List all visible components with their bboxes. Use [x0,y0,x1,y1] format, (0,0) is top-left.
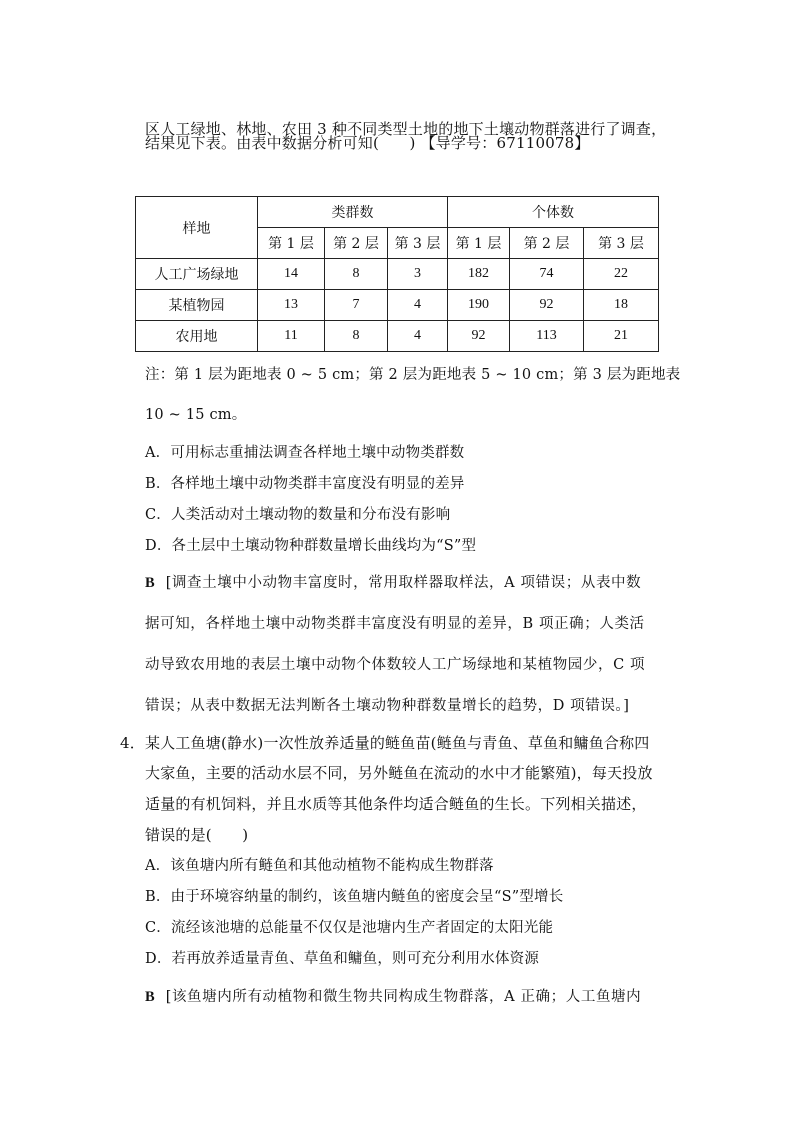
survey-table [135,196,659,352]
q4-stem-line-2: 大家鱼，主要的活动水层不同，另外鲢鱼在流动的水中才能繁殖)，每天投放 [145,764,653,782]
q4-stem-line-4: 错误的是( ) [145,826,249,844]
header-layer: 第 2 层 [325,228,388,259]
table-cell: 8 [325,259,388,290]
intro-line-1: 区人工绿地、林地、农田 3 种不同类型土地的地下土壤动物群落进行了调查， [145,120,667,138]
q3-answer-key: B [145,575,156,591]
table-cell: 21 [584,321,659,352]
q4-stem-line-1: 4．某人工鱼塘(静水)一次性放养适量的鲢鱼苗(鲢鱼与青鱼、草鱼和鳙鱼合称四 [120,734,650,752]
table-cell: 8 [325,321,388,352]
table-cell: 13 [258,290,325,321]
row-site: 某植物园 [136,290,258,321]
q3-answer-line-1 [145,571,641,592]
table-cell: 113 [510,321,584,352]
table-note-line-2: 10 ~ 15 cm。 [145,407,247,423]
q4-option-c: C．流经该池塘的总能量不仅仅是池塘内生产者固定的太阳光能 [145,920,554,936]
q4-stem-line-3: 适量的有机饲料，并且水质等其他条件均适合鲢鱼的生长。下列相关描述， [145,795,647,813]
q4-answer-key: B [145,989,156,1005]
table-cell: 18 [584,290,659,321]
header-layer: 第 3 层 [584,228,659,259]
q4-answer-text: [该鱼塘内所有动植物和微生物共同构成生物群落，A 正确；人工鱼塘内 [165,989,642,1005]
table-cell: 3 [388,259,448,290]
q3-answer-text: [调查土壤中小动物丰富度时，常用取样器取样法，A 项错误；从表中数 [165,575,642,591]
q4-answer-line-1 [145,985,641,1006]
q4-option-b: B．由于环境容纳量的制约，该鱼塘内鲢鱼的密度会呈“S”型增长 [145,889,564,905]
table-cell: 182 [448,259,510,290]
table-row [136,321,659,352]
table-cell: 74 [510,259,584,290]
table-cell: 4 [388,290,448,321]
header-site: 样地 [136,197,258,259]
q3-option-b: B．各样地土壤中动物类群丰富度没有明显的差异 [145,476,465,492]
header-layer: 第 1 层 [448,228,510,259]
table-cell: 14 [258,259,325,290]
q4-option-d: D．若再放养适量青鱼、草鱼和鳙鱼，则可充分利用水体资源 [145,951,540,967]
row-site: 农用地 [136,321,258,352]
table-row [136,290,659,321]
table-cell: 7 [325,290,388,321]
header-group-types: 类群数 [258,197,448,228]
q4-option-a: A．该鱼塘内所有鲢鱼和其他动植物不能构成生物群落 [145,858,494,874]
header-layer: 第 3 层 [388,228,448,259]
header-layer: 第 2 层 [510,228,584,259]
table-cell: 190 [448,290,510,321]
intro-line-2: 结果见下表。由表中数据分析可知( ) 【导学号：67110078】 [145,134,590,152]
q3-answer-line-3: 动导致农用地的表层土壤中动物个体数较人工广场绿地和某植物园少，C 项 [145,657,646,673]
table-row [136,259,659,290]
table-cell: 11 [258,321,325,352]
q3-answer-line-2: 据可知，各样地土壤中动物类群丰富度没有明显的差异，B 项正确；人类活 [145,616,645,632]
row-site: 人工广场绿地 [136,259,258,290]
header-group-individuals: 个体数 [448,197,659,228]
table-cell: 4 [388,321,448,352]
table-cell: 22 [584,259,659,290]
header-layer: 第 1 层 [258,228,325,259]
q3-answer-line-4: 错误；从表中数据无法判断各土壤动物种群数量增长的趋势，D 项错误。] [145,698,630,714]
table-cell: 92 [448,321,510,352]
table-note-line-1: 注：第 1 层为距地表 0 ~ 5 cm；第 2 层为距地表 5 ~ 10 cm；第 3 层为距地表 [145,367,681,383]
q3-option-d: D．各土层中土壤动物种群数量增长曲线均为“S”型 [145,538,477,554]
q3-option-a: A．可用标志重捕法调查各样地土壤中动物类群数 [145,445,465,461]
table-header-row [136,197,659,228]
q3-option-c: C．人类活动对土壤动物的数量和分布没有影响 [145,507,451,523]
table-cell: 92 [510,290,584,321]
